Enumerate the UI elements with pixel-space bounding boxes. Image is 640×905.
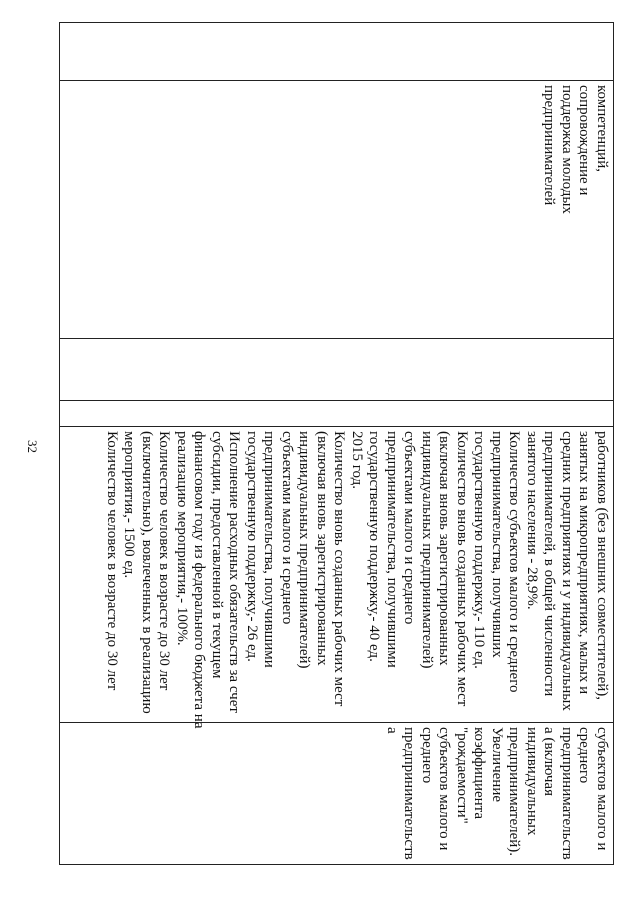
text-line: реализацию мероприятия,- 100%. xyxy=(174,431,190,646)
activity-text xyxy=(540,85,610,334)
text-line: работников (без внешних совместителей), xyxy=(594,431,610,701)
text-line: субсидии, предоставленной в текущем xyxy=(209,431,225,679)
text-line: занятого населения - 28,9%. xyxy=(524,431,540,610)
table-row xyxy=(60,23,614,865)
text-line: "рождаемости" xyxy=(454,727,470,824)
cell-index xyxy=(60,23,614,81)
text-line: Количество субъектов малого и среднего xyxy=(506,431,523,693)
text-line: субъектами малого и среднего xyxy=(279,431,295,625)
text-line: среднего xyxy=(419,727,435,784)
text-line: Количество человек в возрасте до 30 лет xyxy=(156,431,173,691)
text-line: 2015 год. xyxy=(349,431,365,489)
text-line: занятых на микропредприятиях, малых и xyxy=(576,431,593,695)
text-line: предпринимательства, получивших xyxy=(489,431,505,658)
text-line: мероприятия,- 1500 ед. xyxy=(121,431,138,579)
text-line: коэффициента xyxy=(471,727,488,820)
text-line: индивидуальных xyxy=(524,727,540,836)
text-line: индивидуальных предпринимателей) xyxy=(419,431,435,669)
text-line: Увеличение xyxy=(489,727,505,803)
page-number: 32 xyxy=(25,440,40,453)
text-line: государственную поддержку,- 110 ед. xyxy=(471,431,488,669)
text-line: предпринимательств xyxy=(401,727,418,860)
program-table xyxy=(59,22,614,865)
text-line: финансовом году из федерального бюджета на xyxy=(191,431,208,729)
text-line: предпринимателей xyxy=(541,85,558,206)
text-line: субъектов малого и xyxy=(594,727,610,851)
cell-activity xyxy=(60,81,614,339)
text-line: государственную поддержку,- 40 ед. xyxy=(366,431,383,662)
text-line: государственную поддержку,- 26 ед. xyxy=(244,431,260,662)
text-line: предпринимательств xyxy=(559,727,575,860)
text-line: предпринимателей, в общей численности xyxy=(541,431,558,697)
text-line: Исполнение расходных обязательств за счет xyxy=(226,431,243,713)
results-text xyxy=(383,727,611,860)
cell-empty-3 xyxy=(60,339,614,401)
text-line: индивидуальных предпринимателей) xyxy=(296,431,313,669)
text-line: Количество вновь созданных рабочих мест xyxy=(331,431,348,707)
cell-results xyxy=(60,723,614,865)
text-line: предпринимательства, получившими xyxy=(384,431,400,668)
text-line: предпринимателей). xyxy=(506,727,523,857)
text-line: (включая вновь зарегистрированных xyxy=(314,431,330,666)
text-line: поддержка молодых xyxy=(559,85,575,214)
text-line: субъектов малого и xyxy=(436,727,453,851)
text-line: предпринимательства, получившими xyxy=(261,431,278,668)
text-line: средних предприятиях и у индивидуальных xyxy=(559,431,575,711)
rotated-table-container xyxy=(59,22,614,864)
text-line: а xyxy=(384,727,400,734)
cell-empty-4 xyxy=(60,401,614,427)
cell-indicators xyxy=(60,427,614,729)
text-line: а (включая xyxy=(541,727,558,796)
text-line: Количество человек в возрасте до 30 лет xyxy=(104,431,120,691)
text-line: компетенций, xyxy=(594,85,610,172)
indicators-text xyxy=(103,431,611,729)
text-line: Количество вновь созданных рабочих мест xyxy=(454,431,470,707)
text-line: субъектами малого и среднего xyxy=(401,431,418,625)
text-line: (включая вновь зарегистрированных xyxy=(436,431,453,666)
text-line: сопровождение и xyxy=(576,85,593,196)
text-line: (включительно), вовлеченных в реализацию xyxy=(139,431,155,714)
text-line: среднего xyxy=(576,727,593,784)
